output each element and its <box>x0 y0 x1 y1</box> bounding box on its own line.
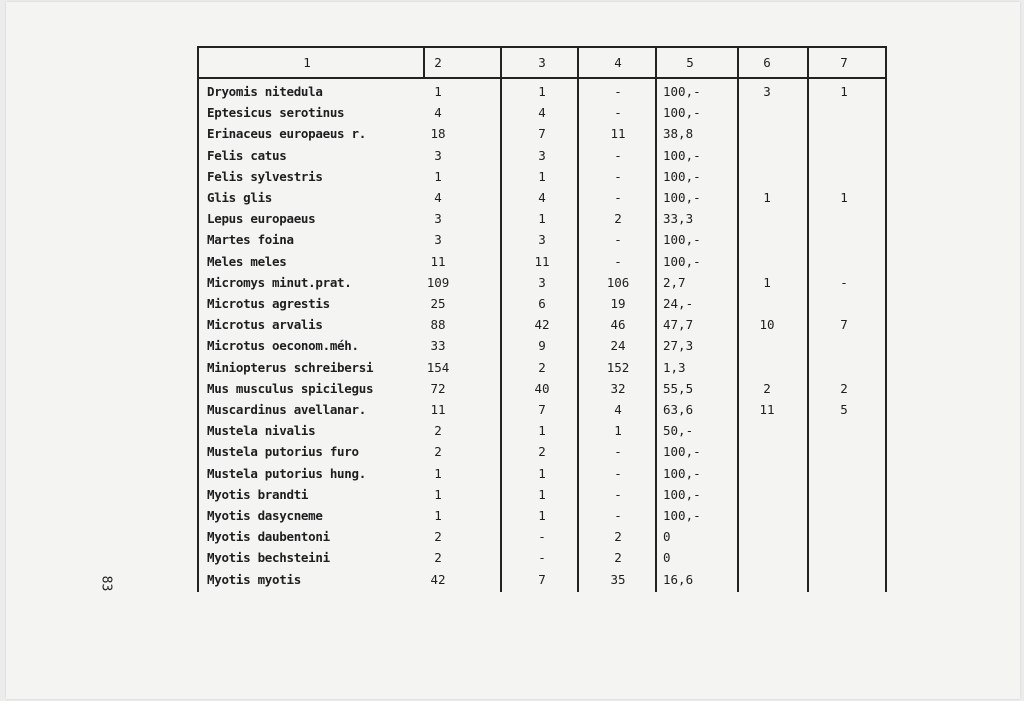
species-name-cell: Martes foina <box>207 232 294 248</box>
page-number: 83 <box>98 575 114 592</box>
value-cell: 33 <box>430 338 446 354</box>
value-cell: 3 <box>434 232 442 248</box>
species-name-cell: Miniopterus schreibersi <box>207 359 374 375</box>
value-cell <box>829 505 859 526</box>
value-cell <box>829 293 859 314</box>
value-cell: - <box>614 190 622 205</box>
value-cell: 2 <box>614 550 622 566</box>
value-cell: 154 <box>426 359 450 375</box>
species-name-cell: Felis catus <box>207 147 287 163</box>
value-cell <box>829 166 859 187</box>
value-cell: 50,- <box>663 423 694 439</box>
value-cell: 7 <box>840 317 848 333</box>
table-row <box>197 229 887 250</box>
value-cell: 100,- <box>663 508 701 523</box>
table-row <box>197 463 887 484</box>
value-cell: 32 <box>610 380 626 396</box>
table-row <box>197 187 887 208</box>
value-cell: 7 <box>538 126 546 142</box>
value-cell: 4 <box>538 190 546 205</box>
value-cell: 1 <box>763 274 771 290</box>
species-name-cell: Mus musculus spicilegus <box>207 380 374 396</box>
value-cell <box>752 251 782 272</box>
value-cell: 3 <box>538 147 546 163</box>
value-cell: 88 <box>430 317 446 333</box>
value-cell <box>829 463 859 484</box>
value-cell <box>829 547 859 568</box>
value-cell: 2 <box>434 423 442 439</box>
value-cell <box>829 569 859 590</box>
value-cell: 7 <box>538 402 546 417</box>
table-row <box>197 441 887 462</box>
value-cell: 100,- <box>663 190 701 205</box>
table-row <box>197 335 887 356</box>
value-cell: 3 <box>538 232 546 248</box>
value-cell: 16,6 <box>663 571 694 587</box>
value-cell: 55,5 <box>663 380 694 396</box>
value-cell: 152 <box>606 359 630 375</box>
value-cell: 1,3 <box>663 359 686 375</box>
species-name-cell: Myotis bechsteini <box>207 550 330 566</box>
column-header: 4 <box>614 55 622 70</box>
value-cell: 4 <box>434 105 442 121</box>
table-header-rule <box>197 77 887 79</box>
table-row <box>197 166 887 187</box>
value-cell: 1 <box>538 84 546 99</box>
species-name-cell: Dryomis nitedula <box>207 84 323 99</box>
table-row <box>197 420 887 441</box>
table-row <box>197 208 887 229</box>
value-cell: - <box>614 105 622 121</box>
value-cell: 1 <box>434 84 442 99</box>
species-name-cell: Mustela nivalis <box>207 423 316 439</box>
value-cell: 100,- <box>663 105 701 121</box>
value-cell: 24,- <box>663 296 694 311</box>
value-cell: 4 <box>614 402 622 417</box>
value-cell <box>752 145 782 166</box>
value-cell: 11 <box>430 253 446 269</box>
value-cell: - <box>538 529 546 545</box>
value-cell <box>752 569 782 590</box>
value-cell: - <box>614 253 622 269</box>
species-name-cell: Felis sylvestris <box>207 168 323 184</box>
value-cell: 42 <box>534 317 550 333</box>
value-cell: 4 <box>538 105 546 121</box>
value-cell <box>752 293 782 314</box>
value-cell: 100,- <box>663 232 701 248</box>
value-cell <box>752 357 782 378</box>
value-cell <box>752 102 782 123</box>
species-name-cell: Mustela putorius hung. <box>207 465 366 481</box>
value-cell: 100,- <box>663 444 701 460</box>
value-cell: 1 <box>538 423 546 439</box>
value-cell: 106 <box>606 274 630 290</box>
species-name-cell: Lepus europaeus <box>207 211 316 227</box>
table-row <box>197 123 887 144</box>
value-cell: 2 <box>763 380 771 396</box>
value-cell: 109 <box>426 274 450 290</box>
value-cell <box>829 335 859 356</box>
table-row <box>197 399 887 420</box>
species-name-cell: Microtus oeconom.méh. <box>207 338 359 354</box>
species-name-cell: Glis glis <box>207 190 273 205</box>
value-cell: 1 <box>538 211 546 227</box>
table-header-row <box>197 52 887 73</box>
column-header: 7 <box>840 55 848 70</box>
value-cell: 1 <box>538 486 546 502</box>
species-name-cell: Myotis dasycneme <box>207 508 323 523</box>
value-cell: 2 <box>614 529 622 545</box>
column-header: 5 <box>686 55 694 70</box>
value-cell: 35 <box>610 571 626 587</box>
value-cell: 3 <box>763 84 771 99</box>
species-name-cell: Microtus agrestis <box>207 296 330 311</box>
value-cell <box>829 357 859 378</box>
value-cell: - <box>614 465 622 481</box>
species-name-cell: Muscardinus avellanar. <box>207 402 366 417</box>
value-cell <box>829 123 859 144</box>
value-cell <box>829 526 859 547</box>
value-cell: 0 <box>663 550 671 566</box>
table-row <box>197 81 887 102</box>
value-cell: 24 <box>610 338 626 354</box>
value-cell: 5 <box>840 402 848 417</box>
value-cell: 2,7 <box>663 274 686 290</box>
value-cell: - <box>538 550 546 566</box>
value-cell: 1 <box>840 84 848 99</box>
value-cell: 10 <box>759 317 775 333</box>
value-cell: 11 <box>430 402 446 417</box>
value-cell <box>752 229 782 250</box>
table-row <box>197 484 887 505</box>
value-cell: 19 <box>610 296 626 311</box>
value-cell: 1 <box>434 168 442 184</box>
table-row <box>197 526 887 547</box>
column-header: 1 <box>303 55 311 70</box>
value-cell: 42 <box>430 571 446 587</box>
value-cell: 6 <box>538 296 546 311</box>
value-cell: - <box>614 486 622 502</box>
value-cell: 100,- <box>663 168 701 184</box>
value-cell: 11 <box>610 126 626 142</box>
value-cell <box>752 547 782 568</box>
value-cell: 1 <box>434 508 442 523</box>
value-cell <box>829 102 859 123</box>
value-cell: - <box>614 84 622 99</box>
value-cell: 9 <box>538 338 546 354</box>
table-row <box>197 569 887 590</box>
column-header: 6 <box>763 55 771 70</box>
table-row <box>197 314 887 335</box>
column-header: 3 <box>538 55 546 70</box>
value-cell: 33,3 <box>663 211 694 227</box>
value-cell: 7 <box>538 571 546 587</box>
value-cell: 11 <box>759 402 775 417</box>
value-cell: - <box>614 147 622 163</box>
column-header: 2 <box>434 55 442 70</box>
value-cell: 1 <box>538 168 546 184</box>
table-row <box>197 357 887 378</box>
value-cell: 4 <box>434 190 442 205</box>
species-name-cell: Microtus arvalis <box>207 317 323 333</box>
table-row <box>197 293 887 314</box>
value-cell <box>829 251 859 272</box>
document-page <box>6 2 1020 699</box>
value-cell <box>752 441 782 462</box>
species-name-cell: Mustela putorius furo <box>207 444 359 460</box>
value-cell: 1 <box>840 190 848 205</box>
value-cell: 3 <box>434 147 442 163</box>
value-cell <box>752 123 782 144</box>
species-name-cell: Myotis myotis <box>207 571 301 587</box>
value-cell <box>752 335 782 356</box>
value-cell <box>829 145 859 166</box>
value-cell <box>752 166 782 187</box>
value-cell: 72 <box>430 380 446 396</box>
value-cell <box>752 526 782 547</box>
value-cell: 1 <box>538 508 546 523</box>
species-table <box>197 46 887 592</box>
table-row <box>197 145 887 166</box>
value-cell <box>752 505 782 526</box>
value-cell: 38,8 <box>663 126 694 142</box>
value-cell: 100,- <box>663 253 701 269</box>
value-cell: 1 <box>434 465 442 481</box>
table-row <box>197 505 887 526</box>
table-row <box>197 251 887 272</box>
value-cell: 100,- <box>663 147 701 163</box>
value-cell: 0 <box>663 529 671 545</box>
value-cell: 1 <box>538 465 546 481</box>
value-cell: 2 <box>538 444 546 460</box>
value-cell: 11 <box>534 253 550 269</box>
value-cell: 100,- <box>663 84 701 99</box>
value-cell: 2 <box>614 211 622 227</box>
value-cell: - <box>614 168 622 184</box>
value-cell: - <box>614 232 622 248</box>
value-cell: 2 <box>434 529 442 545</box>
value-cell: 2 <box>538 359 546 375</box>
table-top-rule <box>197 46 887 48</box>
value-cell <box>752 420 782 441</box>
value-cell: 63,6 <box>663 402 694 417</box>
value-cell: 47,7 <box>663 317 694 333</box>
value-cell: 1 <box>614 423 622 439</box>
species-name-cell: Micromys minut.prat. <box>207 274 352 290</box>
value-cell: 3 <box>538 274 546 290</box>
value-cell: 100,- <box>663 465 701 481</box>
table-row <box>197 272 887 293</box>
value-cell <box>829 484 859 505</box>
value-cell <box>752 484 782 505</box>
value-cell <box>829 208 859 229</box>
value-cell <box>752 463 782 484</box>
value-cell: - <box>614 508 622 523</box>
value-cell: - <box>614 444 622 460</box>
value-cell <box>829 420 859 441</box>
value-cell: 2 <box>434 550 442 566</box>
species-name-cell: Meles meles <box>207 253 287 269</box>
species-name-cell: Myotis daubentoni <box>207 529 330 545</box>
value-cell: 1 <box>434 486 442 502</box>
value-cell: 1 <box>763 190 771 205</box>
value-cell <box>829 441 859 462</box>
species-name-cell: Eptesicus serotinus <box>207 105 345 121</box>
value-cell: 3 <box>434 211 442 227</box>
value-cell: - <box>840 274 848 290</box>
table-row <box>197 547 887 568</box>
value-cell: 46 <box>610 317 626 333</box>
value-cell: 18 <box>430 126 446 142</box>
value-cell: 40 <box>534 380 550 396</box>
species-name-cell: Myotis brandti <box>207 486 309 502</box>
value-cell: 25 <box>430 296 446 311</box>
value-cell: 27,3 <box>663 338 694 354</box>
value-cell <box>752 208 782 229</box>
value-cell: 2 <box>434 444 442 460</box>
table-row <box>197 102 887 123</box>
value-cell: 2 <box>840 380 848 396</box>
species-name-cell: Erinaceus europaeus r. <box>207 126 366 142</box>
value-cell: 100,- <box>663 486 701 502</box>
value-cell <box>829 229 859 250</box>
table-row <box>197 378 887 399</box>
